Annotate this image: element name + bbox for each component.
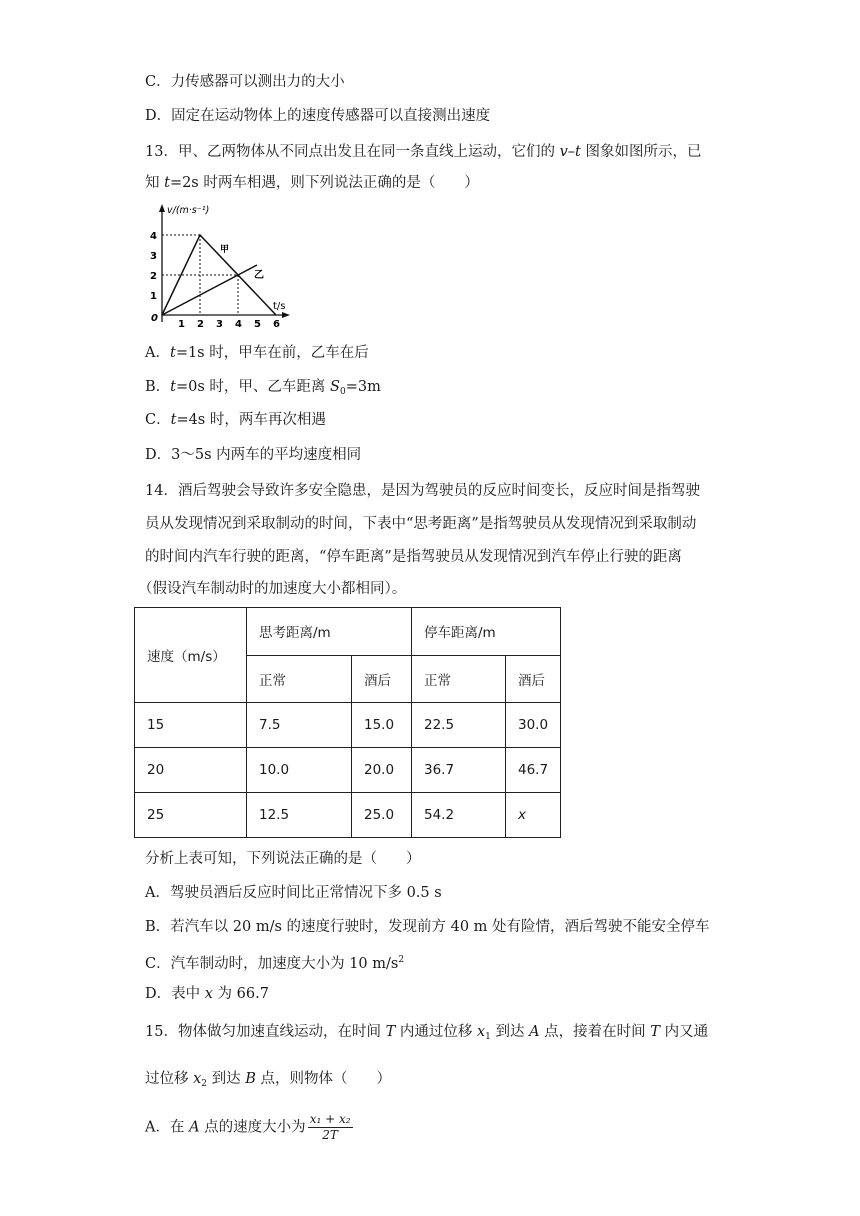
x-tick-label: 6 xyxy=(273,319,280,330)
option-prefix: A． xyxy=(145,345,170,361)
subscript: 1 xyxy=(485,1032,491,1042)
option-text: =1s 时，甲车在前，乙车在后 xyxy=(175,345,369,361)
vt-graph xyxy=(145,200,295,335)
var-v: v xyxy=(559,144,568,160)
q15-stem-line2 xyxy=(145,1069,391,1094)
var-A: A xyxy=(529,1024,540,1040)
stem-text: 过位移 xyxy=(145,1071,194,1087)
x-tick-label: 4 xyxy=(235,319,242,330)
table-header-row xyxy=(135,608,561,656)
option-text: =4s 时，两车再次相遇 xyxy=(176,412,326,428)
var-x: x xyxy=(204,986,213,1002)
q13-stem-text: =2s 时两车相遇，则下列说法正确的是（ ） xyxy=(169,175,479,191)
table-cell: 22.5 xyxy=(412,703,506,748)
fraction xyxy=(308,1112,353,1143)
var-s: S xyxy=(330,379,340,395)
table-cell: 20 xyxy=(135,748,247,793)
stop-header: 停车距离/m xyxy=(412,608,561,656)
q13-option-a xyxy=(145,343,369,363)
q14-stem-line3: 的时间内汽车行驶的距离，“停车距离”是指驾驶员从发现情况到汽车停止行驶的距离 xyxy=(145,549,682,565)
x-tick-label: 2 xyxy=(197,319,204,330)
x-axis-arrow xyxy=(282,312,290,318)
stop-normal-header: 正常 xyxy=(412,655,506,703)
option-prefix: C． xyxy=(145,412,171,428)
table-cell: 54.2 xyxy=(412,793,506,838)
series-jia-label: 甲 xyxy=(220,245,230,255)
var-t: t xyxy=(169,345,176,361)
q15-stem-line1 xyxy=(145,1022,708,1047)
q14-option-a: A．驾驶员酒后反应时间比正常情况下多 0.5 s xyxy=(145,885,442,901)
y-axis-label: v/(m·s⁻¹) xyxy=(167,205,210,216)
q13-stem-text: 知 xyxy=(145,175,165,191)
option-prefix: B． xyxy=(145,379,171,395)
stem-text: 到达 xyxy=(207,1071,246,1087)
option-prefix: A．在 xyxy=(145,1119,190,1136)
q13-option-c xyxy=(145,410,326,430)
x-tick-label: 3 xyxy=(216,319,223,330)
table-cell: 15 xyxy=(135,703,247,748)
subscript: 2 xyxy=(201,1079,208,1089)
var-x: x xyxy=(193,1071,202,1087)
stem-text: 点，则物体（ ） xyxy=(255,1071,392,1087)
var-t: t xyxy=(575,144,581,160)
option-text: D．表中 xyxy=(145,986,205,1002)
y-tick-label: 1 xyxy=(150,291,157,302)
option-text: =0s 时，甲、乙车距离 xyxy=(175,379,331,395)
y-tick-label: 2 xyxy=(150,271,157,282)
option-text: 为 66.7 xyxy=(212,986,269,1002)
superscript: 2 xyxy=(398,955,405,965)
var-x: x xyxy=(476,1024,486,1040)
option-text: C．汽车制动时，加速度大小为 10 m/s xyxy=(145,956,399,972)
option-text: =3m xyxy=(345,379,381,395)
series-line-yi xyxy=(162,265,257,315)
option-text: 点的速度大小为 xyxy=(199,1119,306,1136)
table-cell: 10.0 xyxy=(247,748,352,793)
q13-stem-line1 xyxy=(145,142,701,162)
var-t: t xyxy=(170,412,177,428)
stem-text: 点，接着在时间 xyxy=(539,1024,651,1040)
table-cell: 20.0 xyxy=(352,748,412,793)
subscript: 0 xyxy=(339,387,346,397)
fraction-numerator: x₁ + x₂ xyxy=(309,1112,351,1126)
table-row xyxy=(135,703,561,748)
table-cell: 15.0 xyxy=(352,703,412,748)
table-cell: 25.0 xyxy=(352,793,412,838)
q13-option-b xyxy=(145,377,381,402)
q14-stem-line1: 14．酒后驾驶会导致许多安全隐患，是因为驾驶员的反应时间变长，反应时间是指驾驶 xyxy=(145,483,700,499)
origin-label: 0 xyxy=(151,313,158,324)
table-cell: 30.0 xyxy=(506,703,561,748)
speed-header: 速度（m/s） xyxy=(135,608,247,703)
q15-option-a xyxy=(145,1112,353,1143)
stem-text: 内又通 xyxy=(659,1024,709,1040)
table-cell: 36.7 xyxy=(412,748,506,793)
var-t: t xyxy=(170,379,176,395)
y-axis-arrow xyxy=(159,204,165,212)
dash: – xyxy=(567,144,576,160)
table-row xyxy=(135,748,561,793)
var-T: T xyxy=(385,1024,396,1040)
q14-option-d xyxy=(145,984,269,1004)
var-B: B xyxy=(245,1071,256,1087)
q13-stem-line2 xyxy=(145,173,479,193)
think-normal-header: 正常 xyxy=(247,655,352,703)
stem-text: 15．物体做匀加速直线运动，在时间 xyxy=(145,1024,386,1040)
table-cell: 25 xyxy=(135,793,247,838)
think-header: 思考距离/m xyxy=(247,608,412,656)
q14-option-c xyxy=(145,950,404,974)
distance-table xyxy=(134,607,561,838)
q14-prompt: 分析上表可知，下列说法正确的是（ ） xyxy=(145,851,421,867)
y-tick-label: 4 xyxy=(150,231,157,242)
table-cell: x xyxy=(506,793,561,838)
q14-stem-line2: 员从发现情况到采取制动的时间，下表中“思考距离”是指驾驶员从发现情况到采取制动 xyxy=(145,516,697,532)
x-axis-label: t/s xyxy=(273,301,286,312)
stop-drunk-header: 酒后 xyxy=(506,655,561,703)
q12-option-c: C．力传感器可以测出力的大小 xyxy=(145,74,345,90)
table-cell: 12.5 xyxy=(247,793,352,838)
table-row xyxy=(135,793,561,838)
q14-stem-line4: （假设汽车制动时的加速度大小都相同）。 xyxy=(138,581,407,597)
table-cell: 46.7 xyxy=(506,748,561,793)
stem-text: 到达 xyxy=(490,1024,530,1040)
table-cell: 7.5 xyxy=(247,703,352,748)
q13-stem-text: 图象如图所示，已 xyxy=(580,144,702,160)
var-A: A xyxy=(189,1119,200,1136)
var-t: t xyxy=(164,175,170,191)
series-yi-label: 乙 xyxy=(254,270,264,281)
fraction-denominator: 2T xyxy=(322,1128,338,1142)
q14-option-b: B．若汽车以 20 m/s 的速度行驶时，发现前方 40 m 处有险情，酒后驾驶不能安全停车 xyxy=(145,919,710,935)
q13-stem-text: 13．甲、乙两物体从不同点出发且在同一条直线上运动，它们的 xyxy=(145,144,560,160)
x-tick-label: 5 xyxy=(254,319,261,330)
x-tick-label: 1 xyxy=(178,319,185,330)
var-T: T xyxy=(650,1024,660,1040)
q12-option-d: D．固定在运动物体上的速度传感器可以直接测出速度 xyxy=(145,108,491,124)
y-tick-label: 3 xyxy=(150,251,157,262)
think-drunk-header: 酒后 xyxy=(352,655,412,703)
stem-text: 内通过位移 xyxy=(395,1024,477,1040)
q13-option-d: D．3～5s 内两车的平均速度相同 xyxy=(145,447,362,463)
